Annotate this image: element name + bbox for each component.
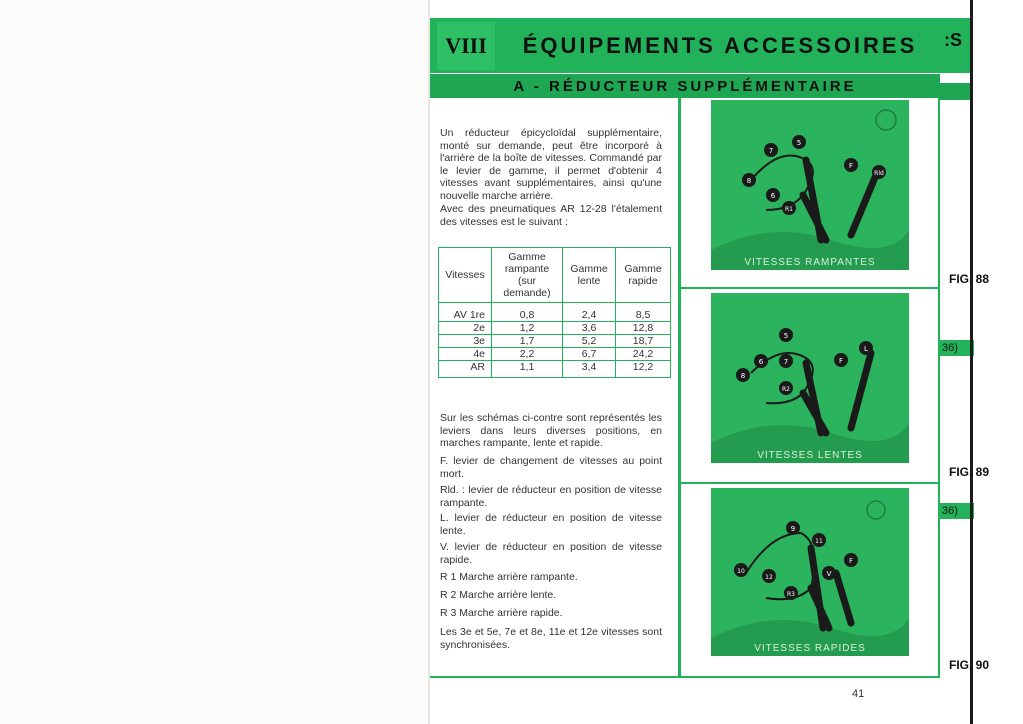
- knob-label: R1: [785, 206, 793, 213]
- figure-88-illustration: [711, 100, 909, 270]
- table-cell: 3,4: [563, 361, 616, 378]
- knob-label: 6: [758, 358, 764, 366]
- next-page-header-text: :S: [944, 30, 962, 50]
- table-cell: 12,2: [616, 361, 671, 378]
- section-subtitle: A - RÉDUCTEUR SUPPLÉMENTAIRE: [430, 74, 940, 98]
- next-page-subheader: [940, 83, 972, 100]
- page-edge-line: [970, 0, 973, 724]
- legend-r1: R 1 Marche arrière rampante.: [440, 571, 578, 583]
- gear-lever-illustration: [711, 293, 909, 463]
- table-cell: 0,8: [492, 303, 563, 322]
- gear-lever-illustration: [711, 100, 909, 270]
- table-cell: 2e: [439, 322, 492, 335]
- table-cell: 4e: [439, 348, 492, 361]
- knob-label: 8: [740, 372, 746, 380]
- table-header-cell: Gamme rampante (sur demande): [492, 248, 563, 303]
- table-cell: 6,7: [563, 348, 616, 361]
- figure-caption: VITESSES RAMPANTES: [744, 257, 876, 268]
- knob-label: 12: [765, 574, 773, 581]
- table-cell: 12,8: [616, 322, 671, 335]
- knob-label: 9: [790, 525, 796, 533]
- knob-label: 5: [783, 332, 789, 340]
- legend-rld: Rld. : levier de réducteur en position de vitesse rampante.: [440, 484, 662, 509]
- knob-label: R3: [787, 591, 795, 598]
- table-cell: AV 1re: [439, 303, 492, 322]
- table-cell: AR: [439, 361, 492, 378]
- table-header-cell: Vitesses: [439, 248, 492, 303]
- schemas-paragraph: Sur les schémas ci-contre sont représentés les leviers dans leurs diverses positions, en marches rampante, lente et rapide.: [440, 412, 662, 449]
- table-header-row: [439, 248, 671, 303]
- next-page-edge: [940, 0, 1023, 724]
- figure-divider-2: [680, 482, 940, 484]
- figure-89-label: FIG. 89: [948, 465, 989, 479]
- left-blank-page: [0, 0, 430, 724]
- figure-divider-1: [680, 287, 940, 289]
- table-cell: 1,2: [492, 322, 563, 335]
- knob-label: 8: [746, 177, 752, 185]
- table-cell: 2,2: [492, 348, 563, 361]
- knob-label: 6: [770, 192, 776, 200]
- legend-r3: R 3 Marche arrière rapide.: [440, 607, 563, 619]
- right-border: [938, 98, 940, 678]
- table-row: [439, 303, 671, 322]
- book-gutter: [428, 0, 430, 724]
- figure-caption: VITESSES RAPIDES: [754, 643, 866, 654]
- knob-label: 7: [783, 358, 789, 366]
- table-cell: 2,4: [563, 303, 616, 322]
- knob-label: Rld: [874, 170, 884, 177]
- next-page-tab-1: 36): [940, 340, 974, 356]
- sync-paragraph: Les 3e et 5e, 7e et 8e, 11e et 12e vitesses sont synchronisées.: [440, 626, 662, 651]
- tires-paragraph: Avec des pneumatiques AR 12-28 l'étalement des vitesses est le suivant :: [440, 203, 662, 228]
- bottom-border: [430, 676, 940, 678]
- column-divider: [678, 98, 681, 678]
- page-title: ÉQUIPEMENTS ACCESSOIRES: [522, 32, 918, 58]
- knob-label: 5: [796, 139, 802, 147]
- table-header-cell: Gamme lente: [563, 248, 616, 303]
- table-cell: 24,2: [616, 348, 671, 361]
- table-cell: 3e: [439, 335, 492, 348]
- next-page-tab-2: 36): [940, 503, 974, 519]
- section-number: VIII: [437, 22, 495, 70]
- table-cell: 1,7: [492, 335, 563, 348]
- table-cell: 3,6: [563, 322, 616, 335]
- page-number: 41: [852, 688, 865, 700]
- table-row: [439, 361, 671, 378]
- gear-lever-illustration: [711, 488, 909, 656]
- table-row: [439, 322, 671, 335]
- figure-90-illustration: [711, 488, 909, 656]
- table-cell: 1,1: [492, 361, 563, 378]
- table-cell: 18,7: [616, 335, 671, 348]
- intro-paragraph: Un réducteur épicycloïdal supplémentaire, monté sur demande, peut être incorporé à l'arrière de la boîte de vitesses. Commandé par le levier de gamme, il permet d'obtenir 4 vitesses avant supplémentaires, ainsi qu'une nouvelle marche arrière.: [440, 127, 662, 202]
- table-cell: 5,2: [563, 335, 616, 348]
- figure-89-illustration: [711, 293, 909, 463]
- table-row: [439, 348, 671, 361]
- knob-label: V: [826, 570, 832, 578]
- legend-l: L. levier de réducteur en position de vitesse lente.: [440, 512, 662, 537]
- knob-label: 7: [768, 147, 774, 155]
- speed-table: [438, 247, 671, 378]
- knob-label: R2: [782, 386, 790, 393]
- knob-label: L: [864, 345, 868, 353]
- legend-f: F. levier de changement de vitesses au point mort.: [440, 455, 662, 480]
- knob-label: 11: [815, 538, 823, 545]
- knob-label: 10: [737, 568, 745, 575]
- knob-label: F: [848, 162, 854, 170]
- figure-caption: VITESSES LENTES: [757, 450, 863, 461]
- figure-88-label: FIG. 88: [948, 272, 989, 286]
- figure-90-label: FIG. 90: [948, 658, 989, 672]
- knob-label: F: [848, 557, 854, 565]
- knob-label: F: [838, 357, 844, 365]
- table-cell: 8,5: [616, 303, 671, 322]
- legend-r2: R 2 Marche arrière lente.: [440, 589, 557, 601]
- table-header-cell: Gamme rapide: [616, 248, 671, 303]
- table-row: [439, 335, 671, 348]
- legend-v: V. levier de réducteur en position de vitesse rapide.: [440, 541, 662, 566]
